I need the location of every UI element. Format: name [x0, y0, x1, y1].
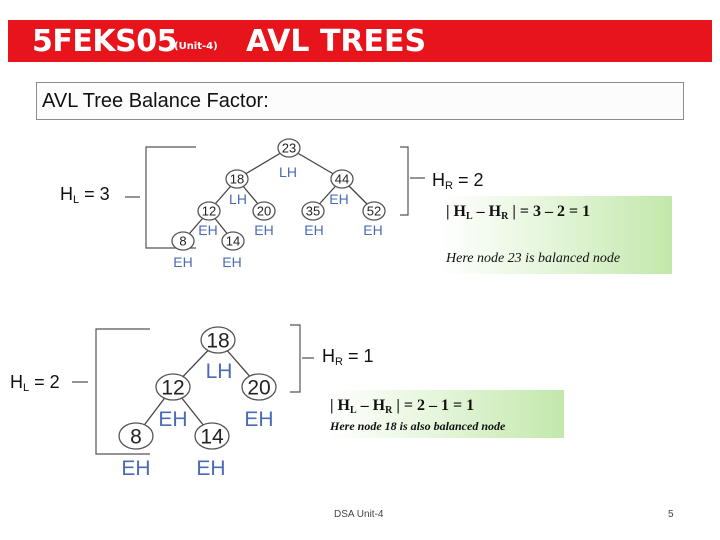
tree1-node-key: 52: [366, 203, 382, 219]
tree1-balance-factor: LH: [229, 191, 247, 207]
tree-2: [119, 327, 276, 480]
page-number: 5: [668, 509, 674, 520]
tree1-node-key: 35: [305, 203, 321, 219]
tree2-node-key: 18: [206, 329, 230, 353]
tree1-balance-factor: EH: [329, 191, 349, 207]
ex1-hr-label: $H_R = 2$: [432, 170, 484, 192]
tree2-node-key: 20: [247, 376, 271, 400]
tree1-balance-factor: EH: [222, 254, 242, 270]
tree1-node-key: 14: [225, 233, 241, 249]
unit-label: (Unit-4): [174, 41, 218, 52]
ex1-hl-label: $H_L = 3$: [60, 184, 110, 206]
tree1-balance-factor: EH: [304, 222, 324, 238]
course-code: 5FEKS05: [32, 24, 177, 59]
ex1-right-bracket: [400, 147, 425, 215]
tree1-node-key: 12: [201, 203, 217, 219]
ex2-note: Here node 18 is also balanced node: [330, 419, 506, 433]
tree1-balance-factor: LH: [279, 164, 297, 180]
tree1-node-key: 44: [334, 171, 350, 187]
ex2-right-bracket: [290, 325, 314, 392]
tree1-balance-factor: EH: [173, 254, 193, 270]
tree1-balance-factor: EH: [198, 222, 218, 238]
tree2-balance-factor: EH: [244, 408, 274, 431]
tree2-node-key: 8: [130, 425, 142, 449]
tree2-balance-factor: EH: [196, 457, 226, 480]
tree2-balance-factor: EH: [121, 457, 151, 480]
tree2-node-key: 14: [200, 425, 224, 449]
slide-title: AVL TREES: [246, 24, 427, 59]
ex2-hr-label: $H_R = 1$: [322, 346, 374, 368]
ex2-formula: | $H_L - H_R$ | = 2 – 1 = 1: [330, 397, 475, 416]
ex1-formula: | $H_L - H_R$ | = 3 – 2 = 1: [446, 203, 591, 222]
tree2-node-key: 12: [161, 376, 185, 400]
tree1-node-key: 18: [229, 171, 245, 187]
ex1-note: Here node 23 is balanced node: [446, 251, 621, 266]
tree1-balance-factor: EH: [254, 222, 274, 238]
tree1-balance-factor: EH: [363, 222, 383, 238]
tree1-node-key: 23: [281, 140, 297, 156]
tree2-balance-factor: EH: [158, 408, 188, 431]
footer-label: DSA Unit-4: [334, 509, 384, 520]
heading-text: AVL Tree Balance Factor:: [42, 90, 269, 112]
tree1-node-key: 8: [179, 233, 187, 249]
tree-1: [172, 139, 385, 270]
ex2-hl-label: $H_L = 2$: [10, 372, 60, 394]
tree2-balance-factor: LH: [205, 360, 233, 383]
tree1-node-key: 20: [256, 203, 272, 219]
